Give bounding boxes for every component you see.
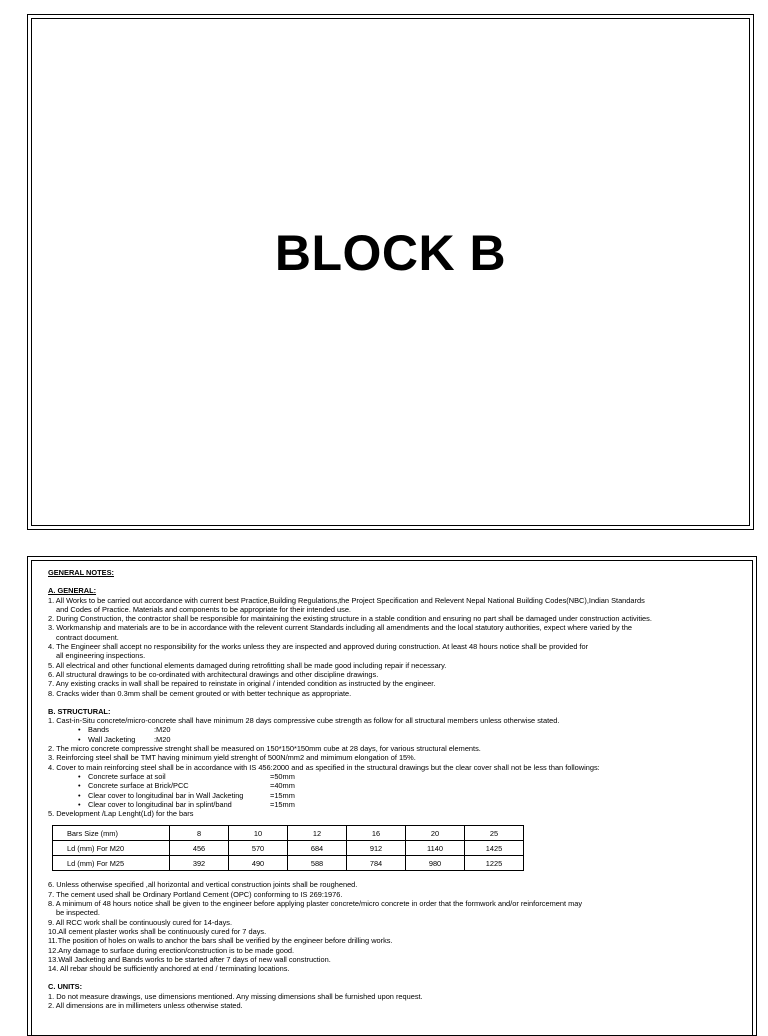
structural-note: 14. All rebar should be sufficiently anchored at end / terminating locations. bbox=[48, 964, 290, 974]
table-cell: 1225 bbox=[465, 856, 524, 871]
structural-note: 9. All RCC work shall be continuously cured for 14-days. bbox=[48, 917, 233, 927]
structural-section-title: B. STRUCTURAL: bbox=[48, 706, 111, 716]
bullet-icon: • bbox=[78, 725, 81, 735]
cover-item: • Clear cover to longitudinal bar in Wall Jacketing =15mm bbox=[78, 790, 295, 800]
table-cell: 980 bbox=[406, 856, 465, 871]
table-row bbox=[53, 856, 524, 871]
general-note: all engineering inspections. bbox=[56, 651, 146, 661]
general-note: 1. All Works to be carried out accordance with current best Practice,Building Regulations,the Project Specification and Relevent Nepal National Building Codes(NBC),Indian Standards bbox=[48, 595, 645, 605]
structural-note: 10.All cement plaster works shall be continuously cured for 7 days. bbox=[48, 926, 267, 936]
general-note: 8. Cracks wider than 0.3mm shall be cement grouted or with better technique as appropriate. bbox=[48, 688, 352, 698]
table-cell: 588 bbox=[288, 856, 347, 871]
table-row-label: Ld (mm) For M20 bbox=[53, 841, 170, 856]
table-cell: 12 bbox=[288, 826, 347, 841]
general-note: 6. All structural drawings to be co-ordinated with architectural drawings and other discipline drawings. bbox=[48, 669, 379, 679]
table-cell: 912 bbox=[347, 841, 406, 856]
cover-item: • Clear cover to longitudinal bar in splint/band =15mm bbox=[78, 799, 295, 809]
structural-note: 5. Development /Lap Lenght(Ld) for the bars bbox=[48, 809, 194, 819]
cover-sheet-border bbox=[27, 14, 754, 530]
table-cell: 456 bbox=[170, 841, 229, 856]
table-header-cell: Bars Size (mm) bbox=[53, 826, 170, 841]
notes-sheet-inner-border bbox=[31, 560, 753, 1035]
general-note: 2. During Construction, the contractor shall be responsible for maintaining the existing structure in a stable condition and ensuring no part shall be damaged under construction activities. bbox=[48, 614, 652, 624]
structural-note: 13.Wall Jacketing and Bands works to be started after 7 days of new wall construction. bbox=[48, 954, 331, 964]
notes-heading: GENERAL NOTES: bbox=[48, 568, 114, 577]
bullet-icon: • bbox=[78, 781, 81, 791]
structural-note: 11.The position of holes on walls to anchor the bars shall be verified by the engineer before drilling works. bbox=[48, 936, 393, 946]
table-cell: 16 bbox=[347, 826, 406, 841]
general-note: 7. Any existing cracks in wall shall be repaired to reinstate in original / intended condition as instructed by the engineer. bbox=[48, 679, 436, 689]
units-section-title: C. UNITS: bbox=[48, 982, 83, 992]
bullet-icon: • bbox=[78, 799, 81, 809]
lap-length-table bbox=[52, 825, 524, 871]
table-cell: 392 bbox=[170, 856, 229, 871]
bullet-icon: • bbox=[78, 790, 81, 800]
table-cell: 10 bbox=[229, 826, 288, 841]
bullet-icon: • bbox=[78, 734, 81, 744]
table-cell: 8 bbox=[170, 826, 229, 841]
table-row bbox=[53, 841, 524, 856]
structural-note: 1. Cast-in-Situ concrete/micro-concrete shall have minimum 28 days compressive cube strength as follow for all structural members unless otherwise stated. bbox=[48, 716, 560, 726]
structural-note: 7. The cement used shall be Ordinary Portland Cement (OPC) conforming to IS 269:1976. bbox=[48, 889, 343, 899]
structural-note: 2. The micro concrete compressive strenght shall be measured on 150*150*150mm cube at 28 days, for various structural elements. bbox=[48, 744, 481, 754]
structural-note: 8. A minimum of 48 hours notice shall be given to the engineer before applying plaster concrete/micro concrete in order that the formwork and/or reinforcement may bbox=[48, 899, 583, 909]
block-title: BLOCK B bbox=[274, 225, 507, 281]
cover-sheet-inner-border bbox=[31, 18, 750, 526]
general-note: contract document. bbox=[56, 632, 119, 642]
table-cell: 490 bbox=[229, 856, 288, 871]
general-note: 4. The Engineer shall accept no responsibility for the works unless they are inspected and approved during construction. At least 48 hours notice shall be provided for bbox=[48, 642, 589, 652]
table-cell: 570 bbox=[229, 841, 288, 856]
table-cell: 25 bbox=[465, 826, 524, 841]
bullet-icon: • bbox=[78, 771, 81, 781]
notes-sheet-border bbox=[27, 556, 757, 1036]
general-section-title: A. GENERAL: bbox=[48, 586, 97, 596]
structural-note: 3. Reinforcing steel shall be TMT having minimum yield strenght of 500N/mm2 and mimimum elongation of 15%. bbox=[48, 753, 416, 763]
cover-item: • Concrete surface at soil =50mm bbox=[78, 771, 295, 781]
structural-note: 4. Cover to main reinforcing steel shall be in accordance with IS 456:2000 and as specified in the structural drawings but the clear cover shall not be less than followings: bbox=[48, 762, 600, 772]
units-note: 2. All dimensions are in millimeters unless otherwise stated. bbox=[48, 1000, 243, 1010]
grade-item: • Wall Jacketing :M20 bbox=[78, 734, 171, 744]
cover-item: • Concrete surface at Brick/PCC =40mm bbox=[78, 781, 295, 791]
general-note: 5. All electrical and other functional elements damaged during retrofitting shall be made good including repair if necessary. bbox=[48, 660, 447, 670]
table-cell: 784 bbox=[347, 856, 406, 871]
structural-note: be inspected. bbox=[56, 908, 100, 918]
table-cell: 1425 bbox=[465, 841, 524, 856]
structural-note: 6. Unless otherwise specified ,all horizontal and vertical construction joints shall be roughened. bbox=[48, 880, 358, 890]
grade-item: • Bands :M20 bbox=[78, 725, 171, 735]
table-row-label: Ld (mm) For M25 bbox=[53, 856, 170, 871]
units-note: 1. Do not measure drawings, use dimensions mentioned. Any missing dimensions shall be furnished upon request. bbox=[48, 991, 423, 1001]
general-notes bbox=[48, 568, 728, 1010]
table-row bbox=[53, 826, 524, 841]
table-cell: 1140 bbox=[406, 841, 465, 856]
structural-note: 12.Any damage to surface during erection/construction is to be made good. bbox=[48, 945, 295, 955]
general-note: 3. Workmanship and materials are to be in accordance with the relevent current Standards including all amendments and the local statutory authorities, expect where varied by the bbox=[48, 623, 633, 633]
general-note: and Codes of Practice. Materials and components to be appropriate for their intended use. bbox=[56, 604, 351, 614]
table-cell: 684 bbox=[288, 841, 347, 856]
table-cell: 20 bbox=[406, 826, 465, 841]
